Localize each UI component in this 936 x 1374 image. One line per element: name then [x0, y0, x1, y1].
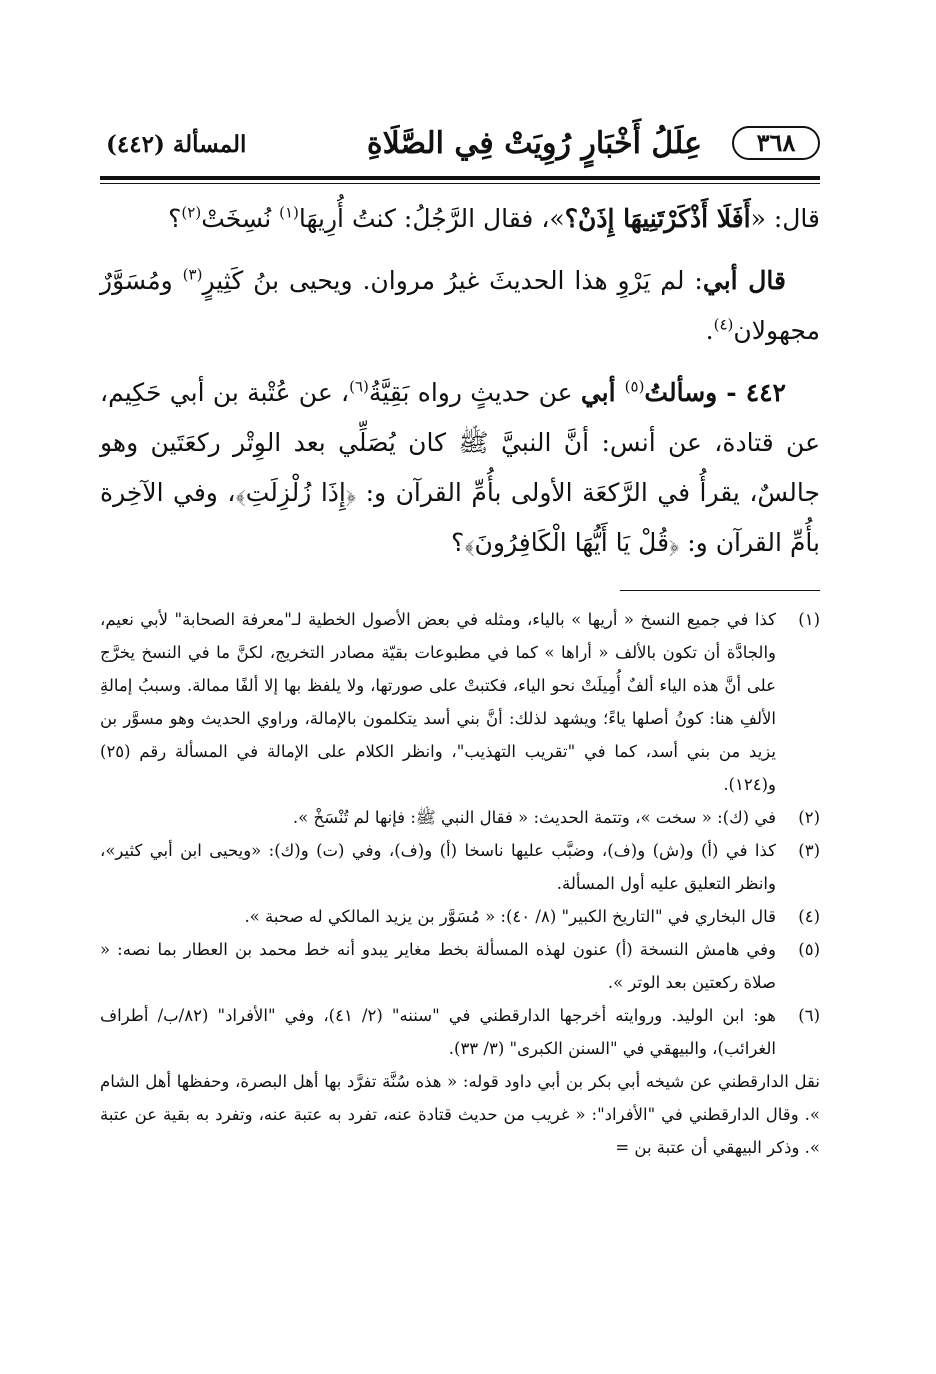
- footnote-ref-2[interactable]: (٢): [181, 203, 202, 222]
- footnote-text: في (ك): « سخت »، وتتمة الحديث: « فقال النبي ﷺ: فإنها لم تُنْسَخْ ».: [292, 808, 776, 827]
- text-run: نُسِخَتْ: [201, 204, 280, 233]
- text-run: قال: «: [750, 204, 820, 233]
- text-run: »، فقال الرَّجُلُ: كنتُ أُرِيهَا: [298, 204, 565, 233]
- footnote-text: هو: ابن الوليد. وروايته أخرجها الدارقطني في "سننه" (٢/ ٤١)، وفي "الأفراد" (٨٢/ب/ أطراف الغرائب)، والبيهقي في "السنن الكبرى" (٣/ ٣٣).: [100, 1006, 776, 1058]
- footnote-4: [100, 900, 820, 933]
- footnote-ref-5[interactable]: (٥): [624, 377, 645, 396]
- footnote-text: وفي هامش النسخة (أ) عنون لهذه المسألة بخط مغاير يبدو أنه خط محمد بن العطار بما نصه: « صلاة ركعتين بعد الوتر ».: [100, 940, 776, 992]
- footnote-continuation: نقل الدارقطني عن شيخه أبي بكر بن أبي داود قوله: « هذه سُنَّة تفرَّد بها أهل البصرة، وحفظها أهل الشام ». وقال الدارقطني في "الأفراد": « غريب من حديث قتادة عنه، تفرد به عتبة عنه، وتفرد به بقية عن عتبة ». وذكر البيهقي أن عتبة بن =: [100, 1072, 820, 1157]
- footnote-text: كذا في جميع النسخ « أريها » بالياء، ومثله في بعض الأصول الخطية لـ"معرفة الصحابة" لأبي نعيم، والجادَّة أن تكون بالألف « أراها » كما في مطبوعات بقيّة مصادر التخريج، لكنَّ ما في النسخ يخرَّج على أنَّ هذه الياء ألفٌ أُمِيلَتْ نحو الياء، فكتبتْ على صورتها، ولا يلفظ بها إلا ألفًا ممالة. وسببُ إمالةِ الألفِ هنا: كونُ أصلها ياءً؛ ويشهد لذلك: أنَّ بني أسد يتكلمون بالإمالة، وراوي الحديث وهو مسوَّر بن يزيد من بني أسد، كما في "تقريب التهذيب"، وانظر الكلام على الإمالة في المسألة رقم (٢٥) و(١٢٤).: [100, 610, 776, 794]
- issue-heading: ٤٤٢ - وسألتُ: [644, 378, 786, 407]
- header-rule-thin: [100, 183, 820, 184]
- paragraph-1: [100, 194, 820, 244]
- footnote-number: (٥): [798, 940, 820, 959]
- text-run: عن حديثٍ رواه بَقِيَّةُ: [368, 378, 581, 407]
- footnote-number: (٢): [798, 808, 820, 827]
- book-title: عِلَلُ أَخْبَارٍ رُوِيَتْ فِي الصَّلَاةِ: [366, 126, 702, 161]
- text-run: : لم يَرْوِ هذا الحديثَ غيرُ مروان. ويحيى بنُ كَثِيرٍ: [202, 266, 703, 295]
- footnote-3: [100, 834, 820, 900]
- main-text: [100, 194, 820, 568]
- text-run: .: [705, 316, 714, 345]
- footnote-1: [100, 603, 820, 801]
- footnote-number: (١): [798, 610, 820, 629]
- text-run: ، عن عُتْبة بن أبي حَكِيم، عن قتادة، عن أنس: أنَّ النبيَّ ﷺ كان يُصَلِّي بعد الوِتْر ركعَتَين وهو جالسٌ، يقرأُ في الرَّكعَة الأولى بأُمِّ القرآن و: ﴿إِذَا زُلْزِلَتِ﴾، وفي الآخِرة بأُمِّ القرآن و: ﴿قُلْ يَا أَيُّهَا الْكَافِرُونَ﴾؟: [100, 378, 820, 557]
- footnote-text: قال البخاري في "التاريخ الكبير" (٨/ ٤٠): « مُسَوَّر بن يزيد المالكي له صحبة ».: [244, 907, 776, 926]
- footnote-2: [100, 801, 820, 834]
- paragraph-3: [100, 368, 820, 568]
- footnote-ref-4[interactable]: (٤): [713, 315, 734, 334]
- speaker-label: قال أبي: [702, 266, 786, 295]
- book-page: [100, 120, 820, 1164]
- text-run: ؟: [168, 204, 182, 233]
- footnote-5: [100, 933, 820, 999]
- footnote-separator: [620, 590, 820, 591]
- footnotes: [100, 603, 820, 1164]
- footnote-6: [100, 999, 820, 1065]
- footnote-number: (٦): [798, 1006, 820, 1025]
- footnote-ref-6[interactable]: (٦): [349, 377, 369, 396]
- page-header: [100, 120, 820, 176]
- footnote-number: (٣): [798, 841, 820, 860]
- speaker-label: أبي: [580, 378, 625, 407]
- issue-number: المسألة (٤٤٢): [106, 131, 247, 158]
- footnote-ref-3[interactable]: (٣): [182, 265, 203, 284]
- hadith-quote: أَفَلَا أَذْكَرْتَنِيهَا إِذَنْ؟: [564, 204, 751, 233]
- footnote-number: (٤): [798, 907, 820, 926]
- paragraph-2: [100, 256, 820, 356]
- text-run: ومُسَوَّرٌ مجهولان: [100, 266, 820, 345]
- footnote-text: كذا في (أ) و(ش) و(ف)، وضبَّب عليها ناسخا (أ) و(ف)، وفي (ت) و(ك): «ويحيى ابن أبي كثير»، وانظر التعليق عليه أول المسألة.: [100, 841, 776, 893]
- page-number: ٣٦٨: [732, 126, 820, 160]
- footnote-ref-1[interactable]: (١): [279, 203, 299, 222]
- header-rule-thick: [100, 176, 820, 180]
